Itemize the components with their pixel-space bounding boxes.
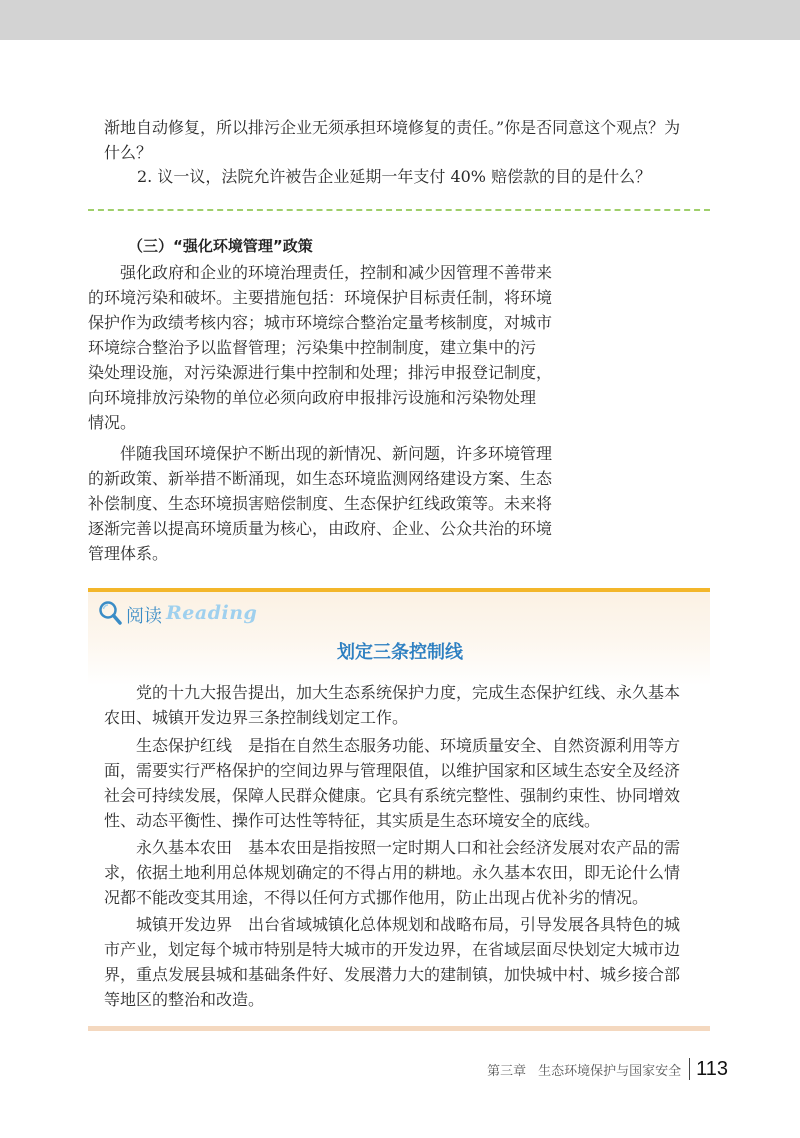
reading-line: 社会可持续发展，保障人民群众健康。它具有系统完整性、强制约束性、协同增效 [104,786,681,805]
reading-line: 市产业，划定每个城市特别是特大城市的开发边界，在省域层面尽快划定大城市边 [104,940,681,959]
reading-tab [94,596,258,630]
policy-para2-line: 逐渐完善以提高环境质量为核心，由政府、企业、公众共治的环境 [88,519,553,538]
continuation-line-2: 什么？ [104,143,153,162]
reading-line: 界，重点发展县城和基础条件好、发展潜力大的建制镇，加快城中村、城乡接合部 [104,965,681,984]
reading-line: 性、动态平衡性、操作可达性等特征，其实质是生态环境安全的底线。 [104,811,601,830]
reading-label-en: Reading [166,602,258,624]
reading-line: 求，依据土地利用总体规划确定的不得占用的耕地。永久基本农田，即无论什么情 [104,863,681,882]
section-heading: （三）“强化环境管理”政策 [128,237,313,255]
reading-title: 划定三条控制线 [337,642,463,663]
policy-para1-line: 保护作为政绩考核内容；城市环境综合整治定量考核制度，对城市 [88,313,553,332]
page-footer [487,1057,728,1081]
reading-line: 面，需要实行严格保护的空间边界与管理限值，以维护国家和区域生态安全及经济 [104,761,681,780]
discussion-question-2: 2. 议一议，法院允许被告企业延期一年支付 40% 赔偿款的目的是什么？ [137,167,652,186]
policy-para1-line: 的环境污染和破坏。主要措施包括：环境保护目标责任制，将环境 [88,288,553,307]
policy-para1-line: 强化政府和企业的环境治理责任，控制和减少因管理不善带来 [120,263,553,282]
reading-top-bar [88,588,710,592]
dashed-divider [88,209,710,211]
policy-para1-line: 环境综合整治予以监督管理；污染集中控制制度，建立集中的污 [88,338,537,357]
policy-para2-line: 伴随我国环境保护不断出现的新情况、新问题，许多环境管理 [120,444,553,463]
reading-label: 阅读 [126,606,162,627]
page-number: 113 [696,1057,728,1080]
top-grey-band [0,0,800,40]
magnifier-icon [98,600,122,626]
policy-para2-line: 的新政策、新举措不断涌现，如生态环境监测网络建设方案、生态 [88,469,553,488]
continuation-line-1: 渐地自动修复，所以排污企业无须承担环境修复的责任。”你是否同意这个观点？为 [104,118,681,137]
footer-divider [689,1058,690,1080]
reading-line: 农田、城镇开发边界三条控制线划定工作。 [104,708,409,727]
footer-chapter: 第三章 [487,1063,527,1079]
policy-para1-line: 情况。 [88,413,137,432]
policy-para1-line: 向环境排放污染物的单位必须向政府申报排污设施和污染物处理 [88,388,537,407]
reading-line: 等地区的整治和改造。 [104,990,265,1009]
reading-bottom-bar [88,1026,710,1031]
reading-line: 生态保护红线 是指在自然生态服务功能、环境质量安全、自然资源利用等方 [136,736,681,755]
policy-para2-line: 补偿制度、生态环境损害赔偿制度、生态保护红线政策等。未来将 [88,494,553,513]
reading-line: 永久基本农田 基本农田是指按照一定时期人口和社会经济发展对农产品的需 [136,838,681,857]
reading-line: 况都不能改变其用途，不得以任何方式挪作他用，防止出现占优补劣的情况。 [104,888,649,907]
reading-line: 党的十九大报告提出，加大生态系统保护力度，完成生态保护红线、永久基本 [136,683,681,702]
policy-para2-line: 管理体系。 [88,544,169,563]
policy-para1-line: 染处理设施，对污染源进行集中控制和处理；排污申报登记制度， [88,363,553,382]
reading-line: 城镇开发边界 出台省域城镇化总体规划和战略布局，引导发展各具特色的城 [136,915,681,934]
footer-chapter-title: 生态环境保护与国家安全 [538,1063,682,1079]
